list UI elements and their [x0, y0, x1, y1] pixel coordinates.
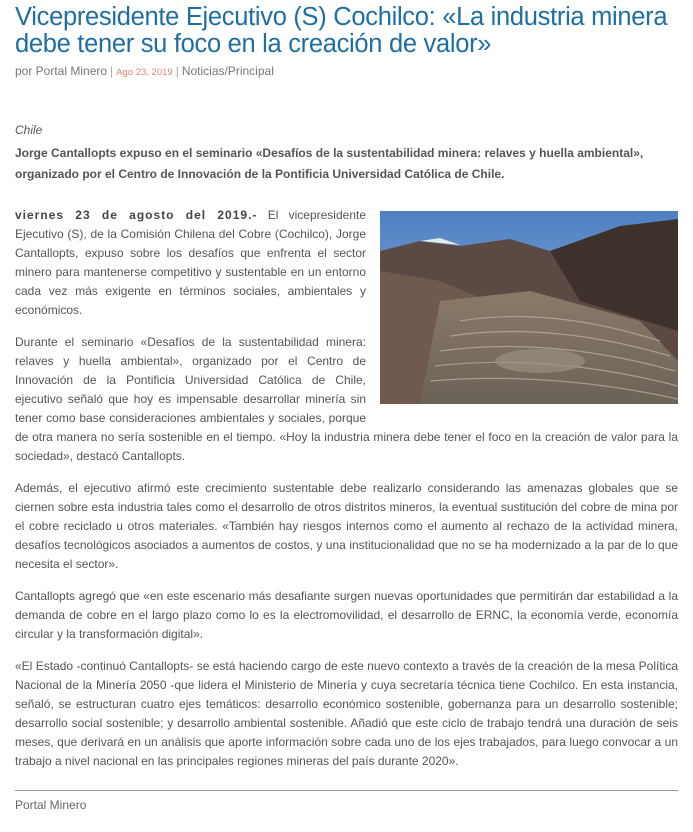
article-meta: [15, 64, 274, 78]
country-label: Chile: [15, 123, 43, 137]
mine-photo: [380, 211, 678, 404]
author-link[interactable]: por Portal Minero: [15, 64, 108, 78]
paragraph-text: El vicepresidente Ejecutivo (S), de la Comisión Chilena del Cobre (Cochilco), Jorge Cantallopts, expuso sobre los desafíos que enfrenta el sector minero para mantenerse competitivo y sustentable en un entorno cada vez más exigente en términos sociales, ambientales y económicos.: [15, 208, 367, 317]
paragraph: Además, el ejecutivo afirmó este crecimiento sustentable debe realizarlo considerando las amenazas globales que se ciernen sobre esta industria tales como el desarrollo de otros distritos mineros, la eventual sustitución del cobre de mina por el cobre reciclado u otros materiales. «También hay riesgos internos como el aumento al rechazo de la actividad minera, desafíos tecnológicos asociados a aumentos de costos, y una institucionalidad que no se ha modernizado a la par de lo que necesita el sector».: [15, 481, 678, 571]
paragraph: «El Estado -continuó Cantallopts- se está haciendo cargo de este nuevo contexto a través de la creación de la mesa Política Nacional de la Minería 2050 -que lidera el Ministerio de Minería y cuya secretaría técnica tiene Cochilco. En esta instancia, señaló, se estructuran cuatro ejes temáticos: desarrollo económico sostenible, gobernanza para un desarrollo sostenible; desarrollo social sostenible; y desarrollo ambiental sostenible. Añadió que este ciclo de trabajo tendrá una duración de seis meses, que derivará en un análisis que aporte información sobre cada uno de los ejes trabajados, para luego convocar a un trabajo a nivel nacional en las principales regiones mineras del país durante 2020».: [15, 659, 678, 768]
paragraph: Durante el seminario «Desafíos de la sustentabilidad minera: relaves y huella ambiental», organizado por el Centro de Innovación de la Pontificia Universidad Católica de Chile, ejecutivo señaló que hoy es impensable desarrollar minería sin tener como base consideraciones ambientales y sociales, porque de otra manera no sería sostenible en el tiempo. «Hoy la industria minera debe tener el foco en la creación de valor para la sociedad», destacó Cantallopts.: [15, 335, 678, 463]
meta-separator: |: [110, 64, 114, 78]
article-lead: Jorge Cantallopts expuso en el seminario «Desafíos de la sustentabilidad minera: relaves y huella ambiental», organizado por el Centro de Innovación de la Pontificia Universidad Católica de Chile.: [15, 146, 644, 181]
footer-divider: [15, 790, 678, 791]
dateline: viernes 23 de agosto del 2019.-: [15, 208, 258, 222]
paragraph: Cantallopts agregó que «en este escenario más desafiante surgen nuevas oportunidades que permitirán dar estabilidad a la demanda de cobre en el largo plazo como lo es la electromovilidad, el desarrollo de ERNC, la economía verde, economía circular y la transformación digital».: [15, 589, 678, 641]
meta-separator: |: [175, 64, 179, 78]
article-body: [15, 206, 678, 784]
category-link[interactable]: Noticias/Principal: [181, 64, 274, 78]
footer-source: Portal Minero: [15, 798, 87, 812]
article-title: Vicepresidente Ejecutivo (S) Cochilco: «La industria minera debe tener su foco en la creación de valor»: [15, 3, 668, 58]
publish-date: Ago 23, 2019: [116, 67, 173, 78]
